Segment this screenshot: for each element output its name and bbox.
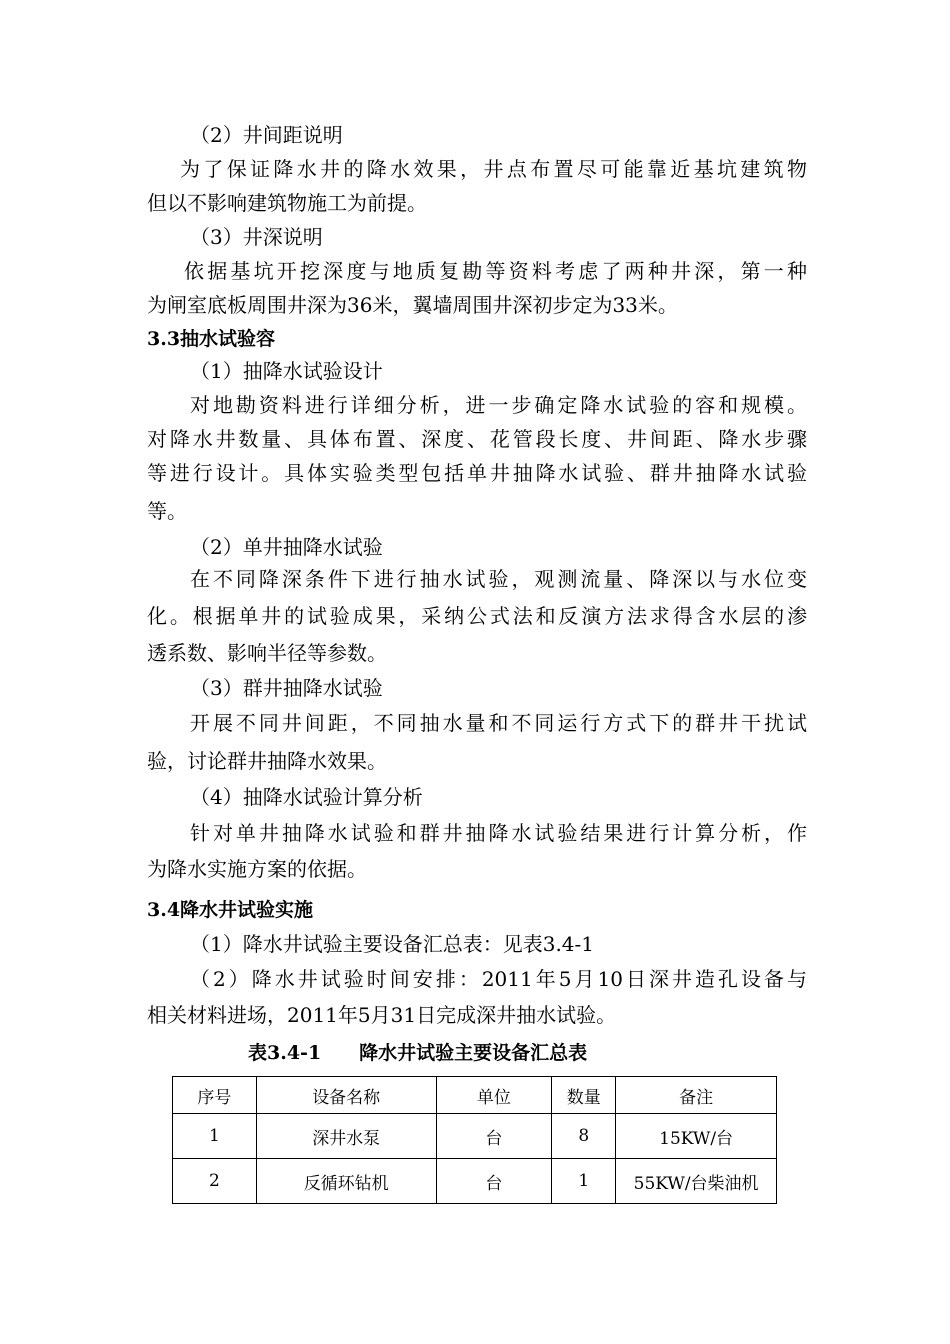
column-header: 序号 [173, 1077, 257, 1114]
item-title: （3）群井抽降水试验 [190, 676, 383, 700]
table-cell: 15KW/台 [616, 1114, 777, 1159]
paragraph-line: 相关材料进场，2011年5月31日完成深井抽水试验。 [147, 1003, 617, 1027]
equipment-table [172, 1076, 777, 1204]
paragraph-line: 等。 [147, 499, 187, 523]
section-heading: 3.4降水井试验实施 [147, 899, 314, 921]
paragraph-line: 依据基坑开挖深度与地质复勘等资料考虑了两种井深，第一种 [184, 259, 807, 283]
table-cell: 台 [436, 1159, 552, 1204]
paragraph-line: 化。根据单井的试验成果，采纳公式法和反演方法求得含水层的渗 [147, 604, 807, 628]
table-caption-number: 表3.4-1 [248, 1042, 322, 1064]
table-cell: 2 [173, 1159, 257, 1204]
table-cell: 1 [173, 1114, 257, 1159]
table-row [173, 1114, 777, 1159]
table-cell: 反循环钻机 [256, 1159, 436, 1204]
item-title: （1）降水井试验主要设备汇总表：见表3.4-1 [190, 932, 595, 956]
paragraph-line: 但以不影响建筑物施工为前提。 [147, 191, 427, 215]
table-cell: 8 [552, 1114, 616, 1159]
paragraph-line: 针对单井抽降水试验和群井抽降水试验结果进行计算分析，作 [190, 821, 807, 845]
paragraph-line: 为了保证降水井的降水效果，井点布置尽可能靠近基坑建筑物 [180, 157, 807, 181]
table-cell: 55KW/台柴油机 [616, 1159, 777, 1204]
paragraph-line: 对降水井数量、具体布置、深度、花管段长度、井间距、降水步骤 [147, 427, 807, 451]
paragraph-line: 验，讨论群井抽降水效果。 [147, 749, 387, 773]
table-cell: 台 [436, 1114, 552, 1159]
table-cell: 1 [552, 1159, 616, 1204]
table-row [173, 1159, 777, 1204]
item-title: （2）井间距说明 [190, 123, 343, 147]
table-header-row [173, 1077, 777, 1114]
paragraph-line: 在不同降深条件下进行抽水试验，观测流量、降深以与水位变 [190, 567, 807, 591]
table-caption [248, 1036, 587, 1070]
paragraph-line: 开展不同井间距，不同抽水量和不同运行方式下的群井干扰试 [190, 711, 807, 735]
item-title: （4）抽降水试验计算分析 [190, 785, 423, 809]
column-header: 设备名称 [256, 1077, 436, 1114]
paragraph-line: 透系数、影响半径等参数。 [147, 641, 387, 665]
column-header: 数量 [552, 1077, 616, 1114]
table-caption-title: 降水井试验主要设备汇总表 [359, 1042, 588, 1064]
item-title: （2）单井抽降水试验 [190, 535, 383, 559]
item-title: （3）井深说明 [190, 225, 323, 249]
table-cell: 深井水泵 [256, 1114, 436, 1159]
paragraph-line: 为闸室底板周围井深为36米，翼墙周围井深初步定为33米。 [147, 293, 678, 317]
paragraph-line: 对地勘资料进行详细分析，进一步确定降水试验的容和规模。 [190, 393, 807, 417]
column-header: 备注 [616, 1077, 777, 1114]
section-heading: 3.3抽水试验容 [147, 328, 276, 350]
paragraph-line: 等进行设计。具体实验类型包括单井抽降水试验、群井抽降水试验 [147, 461, 807, 485]
item-title: （1）抽降水试验设计 [190, 359, 383, 383]
column-header: 单位 [436, 1077, 552, 1114]
paragraph-line: （2）降水井试验时间安排：2011年5月10日深井造孔设备与 [190, 967, 807, 991]
paragraph-line: 为降水实施方案的依据。 [147, 857, 367, 881]
